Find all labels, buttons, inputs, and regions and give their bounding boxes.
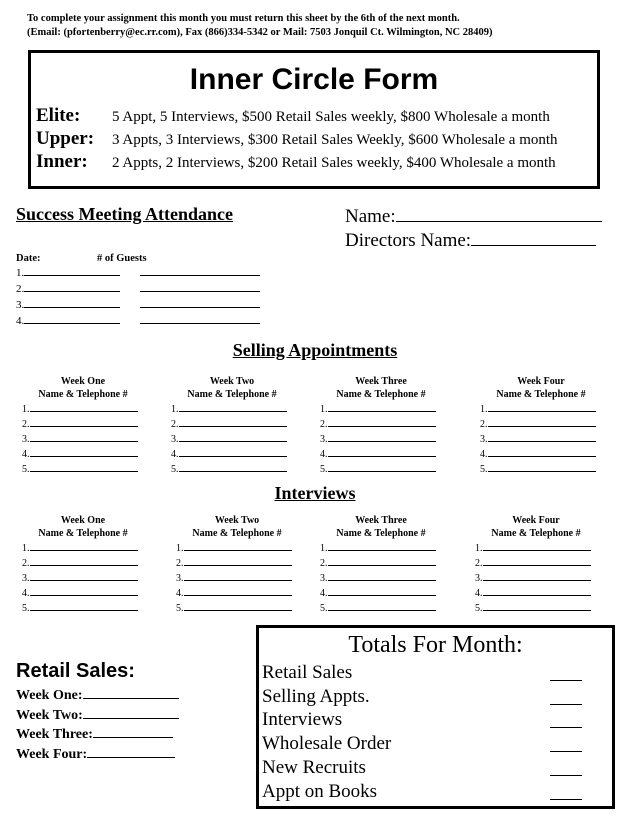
entry-row: 2.: [475, 555, 597, 570]
entry-row: 3.: [22, 570, 144, 585]
attendance-row: 2.: [16, 281, 260, 297]
entry-row: 4.: [22, 585, 144, 600]
entry-field[interactable]: [184, 570, 292, 581]
entry-field[interactable]: [488, 461, 596, 472]
entry-field[interactable]: [30, 446, 138, 457]
interviews-week-two: [176, 514, 298, 615]
entry-row: 1.: [475, 540, 597, 555]
retail-week-field[interactable]: [93, 725, 173, 738]
week-label: Week Three: [355, 515, 407, 526]
inner-circle-box: [28, 50, 600, 189]
guests-field[interactable]: [140, 313, 260, 324]
total-field[interactable]: [550, 756, 582, 776]
entry-field[interactable]: [30, 555, 138, 566]
entry-field[interactable]: [328, 401, 436, 412]
level-upper: [36, 128, 558, 150]
entry-row: 2.: [22, 555, 144, 570]
week-sub: Name & Telephone #: [336, 389, 426, 400]
name-label: Name:: [345, 206, 396, 227]
totals-box: [256, 625, 615, 809]
interviews-week-four: [475, 514, 597, 615]
week-sub: Name & Telephone #: [491, 528, 581, 539]
totals-list: [262, 661, 602, 803]
interviews-week-three: [320, 514, 442, 615]
entry-row: 1.: [480, 401, 602, 416]
week-sub: Name & Telephone #: [336, 528, 426, 539]
entry-row: 2.: [176, 555, 298, 570]
week-label: Week Two: [209, 376, 255, 387]
entry-row: 1.: [320, 540, 442, 555]
entry-row: 5.: [320, 600, 442, 615]
entry-field[interactable]: [30, 600, 138, 611]
level-inner: [36, 151, 556, 173]
guests-label: # of Guests: [97, 253, 147, 264]
entry-row: 5.: [176, 600, 298, 615]
entry-field[interactable]: [328, 431, 436, 442]
entry-field[interactable]: [488, 416, 596, 427]
retail-title: Retail Sales:: [16, 660, 135, 682]
entry-field[interactable]: [179, 431, 287, 442]
attendance-row: 4.: [16, 313, 260, 329]
directors-label: Directors Name:: [345, 230, 472, 251]
entry-field[interactable]: [30, 585, 138, 596]
date-field[interactable]: [24, 313, 120, 324]
retail-week-field[interactable]: [83, 686, 179, 699]
totals-row: Interviews: [262, 708, 602, 732]
totals-title: Totals For Month:: [348, 632, 523, 658]
entry-row: 1.: [176, 540, 298, 555]
guests-field[interactable]: [140, 265, 260, 276]
entry-row: 2.: [320, 416, 442, 431]
entry-field[interactable]: [328, 416, 436, 427]
selling-week-two: [171, 375, 293, 476]
level-elite: [36, 105, 550, 127]
date-field[interactable]: [24, 297, 120, 308]
entry-row: 1.: [22, 540, 144, 555]
selling-week-three: [320, 375, 442, 476]
entry-field[interactable]: [483, 585, 591, 596]
week-label: Week One: [60, 376, 106, 387]
entry-field[interactable]: [30, 431, 138, 442]
week-sub: Name & Telephone #: [38, 528, 128, 539]
retail-week-field[interactable]: [83, 706, 179, 719]
instructions-line: To complete your assignment this month you must return this sheet by the 6th of the next month.: [27, 13, 460, 24]
total-field[interactable]: [550, 708, 582, 728]
entry-field[interactable]: [179, 416, 287, 427]
entry-row: 2.: [320, 555, 442, 570]
level-name: Upper:: [36, 128, 95, 149]
entry-row: 2.: [480, 416, 602, 431]
interviews-title: Interviews: [274, 483, 356, 503]
level-desc: 3 Appts, 3 Interviews, $300 Retail Sales Weekly, $600 Wholesale a month: [112, 132, 558, 148]
week-label: Week Three: [355, 376, 407, 387]
entry-row: 4.: [475, 585, 597, 600]
date-label: Date:: [16, 253, 41, 264]
entry-field[interactable]: [30, 461, 138, 472]
entry-field[interactable]: [30, 540, 138, 551]
entry-field[interactable]: [488, 446, 596, 457]
total-field[interactable]: [550, 732, 582, 752]
entry-row: 5.: [475, 600, 597, 615]
entry-row: 4.: [176, 585, 298, 600]
entry-row: 4.: [320, 446, 442, 461]
totals-row: Selling Appts.: [262, 685, 602, 709]
entry-row: 3.: [480, 431, 602, 446]
week-sub: Name & Telephone #: [496, 389, 586, 400]
entry-field[interactable]: [30, 570, 138, 581]
interviews-week-one: [22, 514, 144, 615]
entry-field[interactable]: [179, 446, 287, 457]
entry-row: 4.: [171, 446, 293, 461]
entry-row: 4.: [22, 446, 144, 461]
entry-row: 1.: [171, 401, 293, 416]
attendance-title: Success Meeting Attendance: [16, 204, 233, 224]
week-sub: Name & Telephone #: [187, 389, 277, 400]
entry-field[interactable]: [488, 431, 596, 442]
week-label: Week One: [60, 515, 106, 526]
entry-field[interactable]: [179, 461, 287, 472]
entry-row: 5.: [171, 461, 293, 476]
totals-row: Retail Sales: [262, 661, 602, 685]
entry-row: 3.: [176, 570, 298, 585]
entry-row: 3.: [171, 431, 293, 446]
name-row: [345, 205, 602, 228]
entry-field[interactable]: [328, 570, 436, 581]
level-desc: 5 Appt, 5 Interviews, $500 Retail Sales weekly, $800 Wholesale a month: [112, 109, 550, 125]
entry-field[interactable]: [328, 555, 436, 566]
entry-field[interactable]: [328, 461, 436, 472]
level-name: Elite:: [36, 105, 81, 126]
name-field[interactable]: [396, 205, 602, 222]
entry-row: 3.: [475, 570, 597, 585]
directors-field[interactable]: [471, 229, 596, 246]
entry-field[interactable]: [483, 600, 591, 611]
total-field[interactable]: [550, 780, 582, 800]
entry-row: 4.: [480, 446, 602, 461]
entry-row: 4.: [320, 585, 442, 600]
entry-row: 2.: [22, 416, 144, 431]
form-title: Inner Circle Form: [189, 63, 439, 96]
attendance-row: 3.: [16, 297, 260, 313]
entry-row: 1.: [22, 401, 144, 416]
entry-field[interactable]: [483, 540, 591, 551]
entry-field[interactable]: [184, 585, 292, 596]
directors-row: [345, 229, 596, 252]
level-name: Inner:: [36, 151, 88, 172]
week-sub: Name & Telephone #: [192, 528, 282, 539]
entry-row: 3.: [320, 570, 442, 585]
retail-week-row: Week One:: [16, 686, 179, 706]
entry-row: 5.: [22, 600, 144, 615]
entry-field[interactable]: [30, 401, 138, 412]
guests-field[interactable]: [140, 281, 260, 292]
total-field[interactable]: [550, 685, 582, 705]
retail-week-row: Week Three:: [16, 725, 179, 745]
totals-row: New Recruits: [262, 756, 602, 780]
entry-row: 3.: [22, 431, 144, 446]
selling-title: Selling Appointments: [232, 340, 398, 360]
selling-week-four: [480, 375, 602, 476]
entry-row: 1.: [320, 401, 442, 416]
entry-field[interactable]: [328, 540, 436, 551]
entry-field[interactable]: [483, 555, 591, 566]
entry-field[interactable]: [488, 401, 596, 412]
entry-row: 5.: [22, 461, 144, 476]
entry-field[interactable]: [328, 446, 436, 457]
entry-field[interactable]: [184, 555, 292, 566]
date-field[interactable]: [24, 281, 120, 292]
week-label: Week Four: [512, 515, 560, 526]
level-desc: 2 Appts, 2 Interviews, $200 Retail Sales weekly, $400 Wholesale a month: [112, 155, 556, 171]
retail-week-row: Week Two:: [16, 706, 179, 726]
totals-row: Appt on Books: [262, 780, 602, 804]
entry-field[interactable]: [179, 401, 287, 412]
week-label: Week Four: [517, 376, 565, 387]
week-sub: Name & Telephone #: [38, 389, 128, 400]
attendance-row: 1.: [16, 265, 260, 281]
entry-row: 5.: [320, 461, 442, 476]
selling-week-one: [22, 375, 144, 476]
entry-row: 2.: [171, 416, 293, 431]
entry-field[interactable]: [184, 540, 292, 551]
entry-field[interactable]: [30, 416, 138, 427]
entry-field[interactable]: [483, 570, 591, 581]
retail-weeks: [16, 686, 179, 764]
entry-row: 5.: [480, 461, 602, 476]
entry-field[interactable]: [184, 600, 292, 611]
totals-row: Wholesale Order: [262, 732, 602, 756]
entry-field[interactable]: [328, 585, 436, 596]
date-field[interactable]: [24, 265, 120, 276]
retail-week-field[interactable]: [87, 745, 175, 758]
entry-row: 3.: [320, 431, 442, 446]
week-label: Week Two: [214, 515, 260, 526]
total-field[interactable]: [550, 661, 582, 681]
contact-line: (Email: (pfortenberry@ec.rr.com), Fax (866)334-5342 or Mail: 7503 Jonquil Ct. Wilmington, NC 28409): [27, 27, 493, 38]
guests-field[interactable]: [140, 297, 260, 308]
entry-field[interactable]: [328, 600, 436, 611]
attendance-list: [16, 265, 260, 329]
retail-week-row: Week Four:: [16, 745, 179, 765]
